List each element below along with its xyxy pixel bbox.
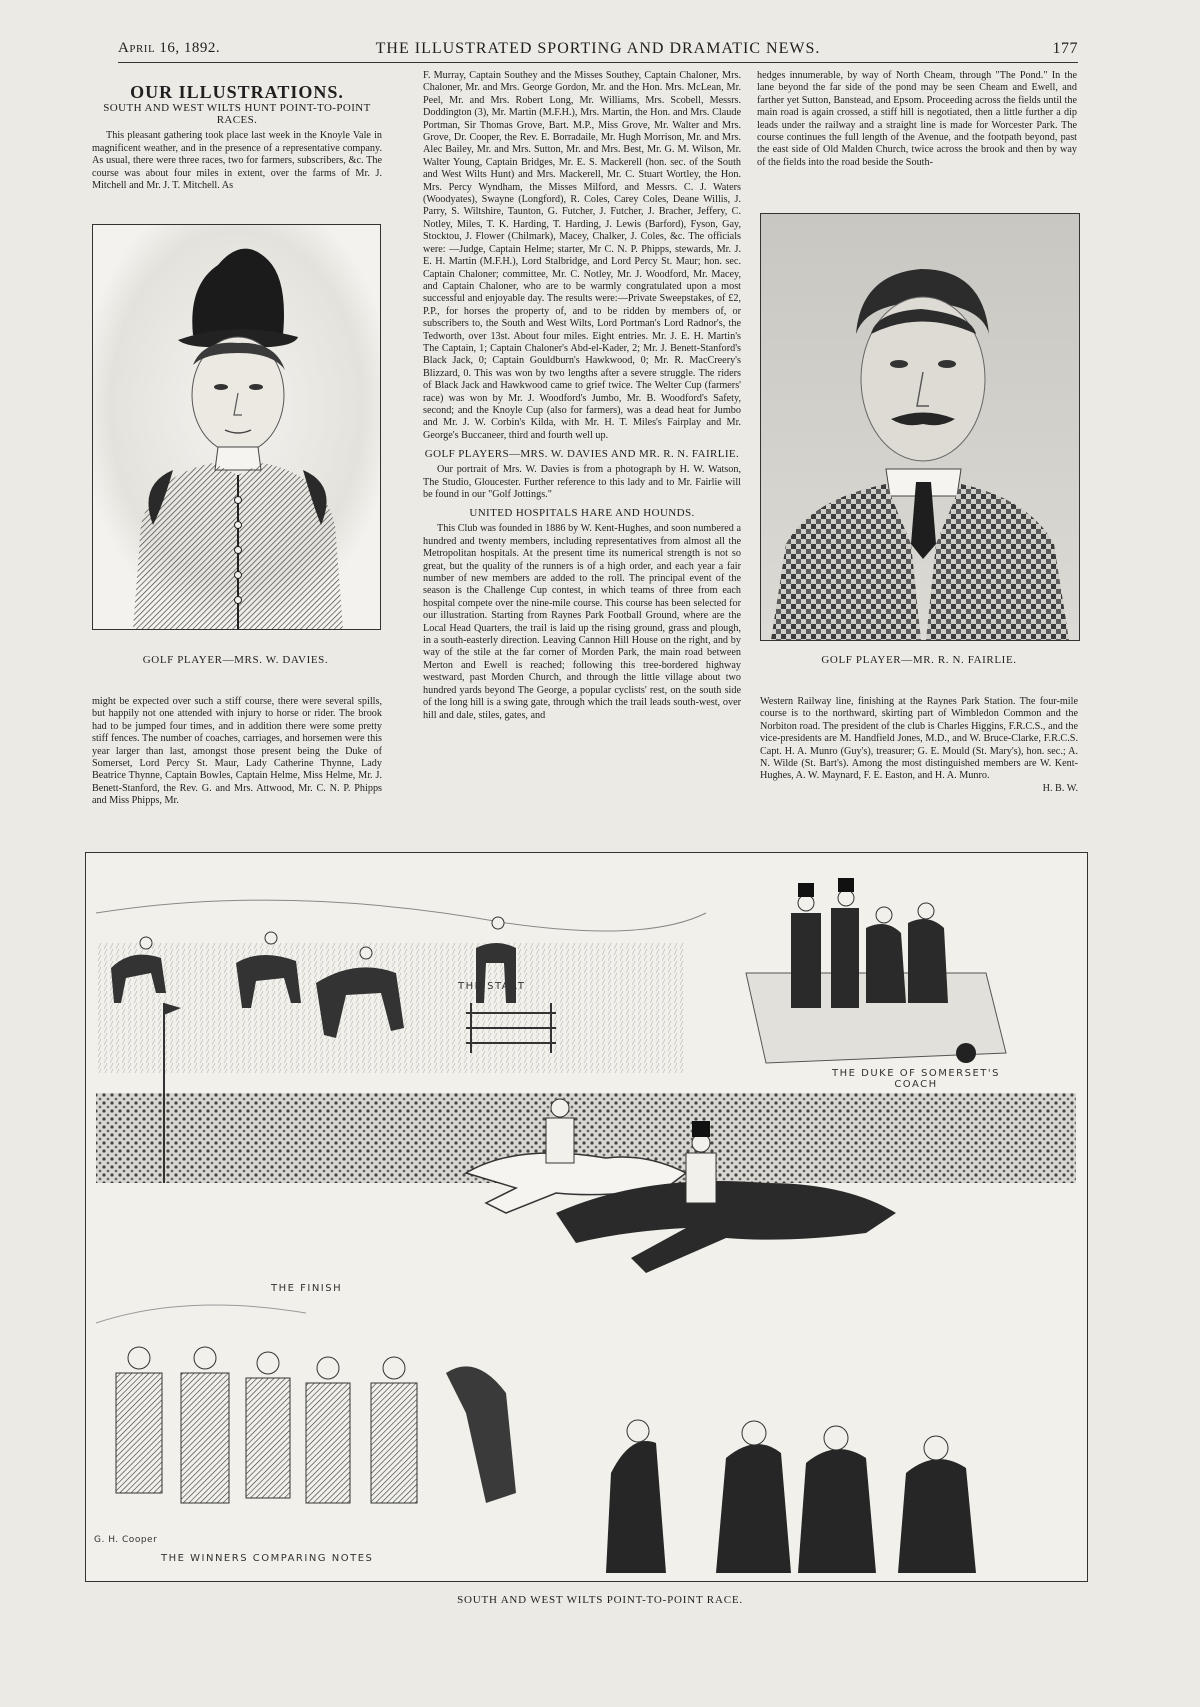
article-paragraph: This Club was founded in 1886 by W. Kent-Hughes, and soon numbered a hundred and twenty members, including representatives from almost all the Metropolitan hospitals. At the present time its numerical strength is not so great, but the quality of the runners is of a high order, and each year a fair number of new members are added to the roll. The principal event of the season is the Challenge Cup contest, in which teams of three from each hospital compete over the nine-mile course. This course has been selected for our illustration. Starting from Raynes Park Football Ground, where are the Local Head Quarters, the trail is laid up the rising ground, grass and plough, in a south-easterly direction. Leaving Cannon Hill House on the right, and by way of the stile at the far corner of Morden Park, the main road between Merton and Ewell is reached; following this tree-bordered highway westward, past Morden Church, and through the little village about two hundred yards beyond The George, a popular cyclists' rest, on the south side of the long hill is a swing gate, through which the trail leads south-west, over hill and dale, stiles, gates, and: [423, 523, 741, 721]
race-engraving: [85, 852, 1088, 1582]
column-1-top: [92, 82, 382, 192]
column-2: [423, 70, 741, 722]
article-paragraph: might be expected over such a stiff course, there were several spills, but happily not one attended with injury to horse or rider. The brook had to be jumped four times, and in addition there were some pretty stiff fences. The number of coaches, carriages, and horsemen were this year larger than last, amongst those present being the Duke of Somerset, Lord Percy St. Maur, Lady Catherine Thynne, Lady Beatrice Thynne, Captain Bowles, Captain Helme, Miss Helme, Mr. J. Benett-Stanford, the Rev. G. and Mrs. Attwood, Mr. C. N. P. Phipps and Miss Phipps, Mr.: [92, 696, 382, 807]
column-3-top: [757, 70, 1077, 169]
page-header: [118, 40, 1078, 63]
artist-credit: G. H. Cooper: [94, 1535, 158, 1545]
portrait-woman-illustration: [93, 225, 380, 629]
column-1-bottom: [92, 696, 382, 808]
race-scene-illustration: [86, 853, 1087, 1581]
label-the-finish: THE FINISH: [271, 1283, 343, 1294]
article-paragraph: F. Murray, Captain Southey and the Misses Southey, Captain Chaloner, Mrs. Chaloner, Mr. and Mrs. George Gordon, Mr. and the Hon. Mrs. McLean, Mr. Peel, Mr. and Mrs. Robert Long, Mr. Williams, Mrs. Scobell, Messrs. Doddington (3), Mr. Martin (M.F.H.), Mrs. Martin, the Hon. and Mrs. Claude Portman, Sir Thomas Grove, Bart. M.P., Miss Grove, Mr. Walter and Mrs. Grove, Dr. Cooper, the Rev. E. Borradaile, Mr. Hugh Morrison, Mr. and Mrs. Alec Bailey, Mr. and Mrs. Sutton, Mr. and Mrs. Best, Mr. G. M. Wilson, Mr. Walter Young, Captain Bridges, Mr. E. S. Mackerell (hon. sec. of the South and West Wilts Hunt) and Mrs. Mackerell, Mr. C. Stuart Wortley, the Hon. Mrs. Percy Wyndham, the Misses Milford, and Messrs. C. J. Waters (Woodyates), Swayne (Longford), R. Coles, Carey Coles, Deane Willis, J. Parry, S. Wiltshire, Taunton, G. Futcher, J. Futcher, J. Bracher, Jeffery, C. Notley, Miles, T. K. Harding, T. Harding, J. Lewis (Barford), Fyson, Gay, Stocktou, J. Flower (Chilmark), Macey, Chalker, J. Coles, &c. The officials were: —Judge, Captain Helme; starter, Mr C. N. P. Phipps, stewards, Mr. J. E. H. Martin (M.F.H.), Lord Stalbridge, and Lord Percy St. Maur; hon. sec. Captain Chaloner; committee, Mr. C. Notley, Mr. J. Woodford, Mr. Macey, and Captain Chaloner, who are to be warmly congratulated upon a most successful and enjoyable day. The results were:—Private Sweepstakes, of £2, P.P., for horses the property of, and to be ridden by members of, or subscribers to, the South and West Wilts, Lord Portman's Lord Radnor's, the Tedworth, over 13st. About four miles. Eight entries. Mr. J. E. H. Martin's The Captain, 1; Captain Chaloner's Abd-el-Kader, 2; Mr. J. Benett-Stanford's Black Jack, 0; Captain Gouldburn's Hawkwood, 0; Mr. R. MacCreery's Blizzard, 0. This was won by two lengths after a severe struggle. The riders of Black Jack and Hawkwood came to grief twice. The Welter Cup (farmers' race) was won by Mr. J. Woodford's Jumbo, Mr. B. Woodford's Safety, second; and the Knoyle Cup (also for farmers), was a dead heat for Jumbo and Mr. J. W. Corbin's Kilda, with Mr. H. T. Miles's Fairplay and Mr. George's Buccaneer, third and fourth well up.: [423, 70, 741, 441]
section-heading: OUR ILLUSTRATIONS.: [130, 82, 344, 102]
portrait-caption-right: GOLF PLAYER—MR. R. N. FAIRLIE.: [821, 654, 1017, 666]
label-the-start: THE START: [458, 981, 526, 992]
masthead: THE ILLUSTRATED SPORTING AND DRAMATIC NEWS.: [375, 40, 821, 57]
portrait-mr-fairlie: [760, 213, 1080, 641]
portrait-caption-left: GOLF PLAYER—MRS. W. DAVIES.: [142, 654, 329, 666]
label-duke-coach: THE DUKE OF SOMERSET'S COACH: [832, 1068, 1000, 1090]
label-winners-comparing-notes: THE WINNERS COMPARING NOTES: [161, 1553, 374, 1564]
article-heading: GOLF PLAYERS—MRS. W. DAVIES AND MR. R. N. FAIRLIE.: [424, 448, 740, 461]
author-signature: H. B. W.: [1042, 782, 1078, 794]
article-paragraph: Our portrait of Mrs. W. Davies is from a photograph by H. W. Watson, The Studio, Gloucester. Further reference to this lady and to Mr. Fairlie will be found in our "Golf Jottings.": [423, 464, 741, 500]
portrait-man-illustration: [761, 214, 1079, 640]
article-paragraph: Western Railway line, finishing at the Raynes Park Station. The four-mile course is to the northward, skirting part of Wimbledon Common and the Norbiton road. The president of the club is Charles Higgins, F.R.C.S., and the vice-presidents are M. Handfield Jones, M.D., and W. Bruce-Clarke, F.R.C.S. Capt. H. A. Munro (Guy's), treasurer; G. E. Mould (St. Mary's), hon. sec.; A. N. Wilde (St. Bart's). Among the most distinguished members are W. Kent-Hughes, A. W. Maynard, F. E. Easton, and H. A. Munro.: [760, 696, 1078, 782]
page-number: 177: [1052, 40, 1078, 57]
article-heading: SOUTH AND WEST WILTS HUNT POINT-TO-POINT RACES.: [103, 102, 371, 127]
article-paragraph: This pleasant gathering took place last week in the Knoyle Vale in magnificent weather, and in the presence of a representative company. As usual, there were three races, two for farmers, subscribers, &c. The course was about four miles in extent, over the farms of Mr. J. Mitchell and Mr. J. T. Mitchell. As: [92, 130, 382, 192]
column-3-bottom: [760, 696, 1078, 795]
engraving-caption: SOUTH AND WEST WILTS POINT-TO-POINT RACE.: [457, 1594, 743, 1606]
portrait-mrs-davies: [92, 224, 381, 630]
article-heading: UNITED HOSPITALS HARE AND HOUNDS.: [469, 507, 695, 520]
article-paragraph: hedges innumerable, by way of North Cheam, through "The Pond." In the lane beyond the far side of the pond may be seen Cheam and Ewell, and farther yet Sutton, Banstead, and Epsom. Proceeding across the fields until the main road is again crossed, a stiff hill is negotiated, then a little further a dip leads under the railway and a straight line is made for Worcester Park. The course continues the full length of the Avenue, and the footpath beyond, past the east side of Old Malden Church, twice across the brook and then by way of the fields into the road beside the South-: [757, 70, 1077, 168]
issue-date: April 16, 1892.: [118, 40, 221, 56]
